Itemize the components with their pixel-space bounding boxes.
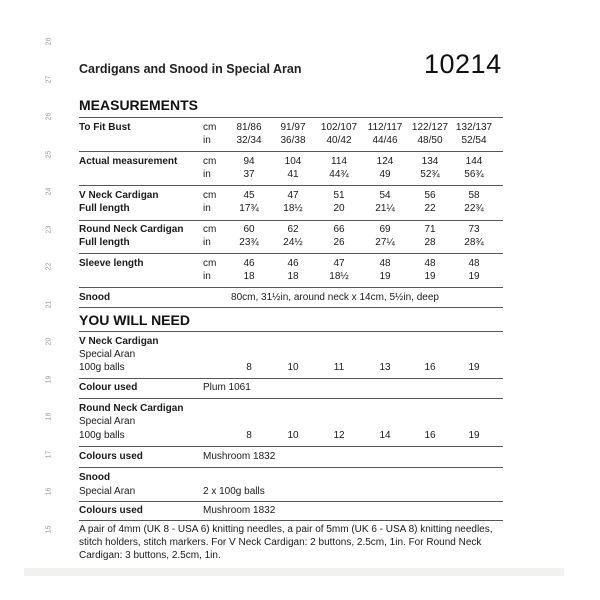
- roundneck-colour-value: Mushroom 1832: [203, 451, 276, 462]
- table-cell: 41: [287, 169, 299, 180]
- table-cell: 20: [333, 203, 345, 214]
- table-cell: 28¾: [464, 237, 484, 248]
- sleeve-length-label: Sleeve length: [79, 258, 144, 269]
- table-cell: 66: [333, 224, 345, 235]
- table-cell: 44¾: [329, 169, 349, 180]
- unit-cm: cm: [203, 258, 217, 269]
- actual-measurement-label: Actual measurement: [79, 156, 178, 167]
- table-cell: 56¾: [464, 169, 484, 180]
- ruler-mark: 19: [45, 375, 53, 383]
- table-cell: 32/34: [236, 135, 262, 146]
- vneck-yarn-type: Special Aran: [79, 349, 136, 360]
- snood-colour-label: Colours used: [79, 505, 143, 516]
- ruler-mark: 18: [45, 412, 53, 421]
- divider: [79, 520, 503, 521]
- table-cell: 132/137: [455, 122, 493, 133]
- table-cell: 19: [468, 271, 480, 282]
- divider: [79, 501, 503, 502]
- roundneck-colour-label: Colours used: [79, 451, 143, 462]
- table-cell: 112/117: [367, 122, 403, 133]
- unit-in: in: [203, 271, 211, 282]
- table-cell: 18: [243, 271, 255, 282]
- table-cell: 134: [421, 156, 439, 167]
- ruler-mark: 23: [45, 225, 53, 233]
- scan-bottom-strip: [24, 568, 564, 576]
- roundneck-length-label: Round Neck Cardigan: [79, 224, 184, 235]
- to-fit-bust-label: To Fit Bust: [79, 122, 131, 133]
- table-cell: 16: [424, 362, 436, 373]
- table-cell: 22¾: [464, 203, 484, 214]
- pattern-number: 10214: [424, 49, 502, 79]
- table-cell: 27¼: [375, 237, 395, 248]
- table-cell: 45: [243, 190, 255, 201]
- table-cell: 94: [243, 156, 255, 167]
- table-cell: 52/54: [461, 135, 487, 146]
- vneck-length-label: V Neck Cardigan: [79, 190, 159, 201]
- table-cell: 23¾: [239, 237, 259, 248]
- vneck-balls-label: 100g balls: [79, 362, 125, 373]
- ruler-mark: 21: [45, 300, 53, 308]
- table-cell: 58: [468, 190, 480, 201]
- measurements-heading: MEASUREMENTS: [79, 97, 199, 113]
- snood-balls-value: 2 x 100g balls: [203, 486, 265, 497]
- snood-yarn-type: Special Aran: [79, 486, 136, 497]
- divider: [79, 287, 503, 288]
- full-length-label: Full length: [79, 237, 130, 248]
- table-cell: 8: [246, 430, 252, 441]
- unit-cm: cm: [203, 122, 217, 133]
- table-cell: 71: [424, 224, 436, 235]
- table-cell: 16: [424, 430, 436, 441]
- roundneck-yarn-title: Round Neck Cardigan: [79, 403, 184, 414]
- snood-measurement-value: 80cm, 31½in, around neck x 14cm, 5½in, deep: [231, 292, 439, 303]
- table-cell: 28: [424, 237, 436, 248]
- divider: [79, 117, 503, 118]
- table-cell: 91/97: [280, 122, 306, 133]
- full-length-label: Full length: [79, 203, 130, 214]
- vneck-colour-value: Plum 1061: [203, 382, 251, 393]
- table-cell: 26: [333, 237, 345, 248]
- roundneck-yarn-type: Special Aran: [79, 416, 136, 427]
- unit-cm: cm: [203, 156, 217, 167]
- divider: [79, 467, 503, 468]
- ruler-mark: 24: [45, 187, 53, 196]
- divider: [79, 398, 503, 399]
- table-cell: 11: [333, 362, 345, 373]
- divider: [79, 185, 503, 186]
- ruler-mark: 25: [45, 150, 53, 158]
- table-cell: 19: [468, 430, 480, 441]
- table-cell: 18½: [329, 271, 349, 282]
- table-cell: 81/86: [236, 122, 262, 133]
- ruler-mark: 26: [45, 112, 53, 121]
- table-cell: 8: [246, 362, 252, 373]
- table-cell: 124: [376, 156, 394, 167]
- scan-ruler: [38, 30, 60, 575]
- snood-colour-value: Mushroom 1832: [203, 505, 276, 516]
- ruler-mark: 22: [45, 262, 53, 271]
- ruler-mark: 27: [45, 75, 53, 83]
- table-cell: 10: [287, 362, 299, 373]
- table-cell: 48: [379, 258, 391, 269]
- divider: [79, 331, 503, 332]
- table-cell: 102/107: [320, 122, 358, 133]
- ruler-mark: 17: [45, 450, 53, 458]
- table-cell: 37: [243, 169, 255, 180]
- table-cell: 46: [243, 258, 255, 269]
- vneck-yarn-title: V Neck Cardigan: [79, 336, 159, 347]
- table-cell: 49: [379, 169, 391, 180]
- table-cell: 40/42: [326, 135, 352, 146]
- table-cell: 36/38: [280, 135, 306, 146]
- table-cell: 21¼: [375, 203, 395, 214]
- vneck-colour-label: Colour used: [79, 382, 138, 393]
- you-will-need-heading: YOU WILL NEED: [79, 312, 190, 328]
- unit-in: in: [203, 237, 211, 248]
- table-cell: 51: [333, 190, 345, 201]
- ruler-mark: 28: [45, 37, 53, 46]
- page-subtitle: Cardigans and Snood in Special Aran: [79, 62, 302, 76]
- divider: [79, 151, 503, 152]
- unit-in: in: [203, 203, 211, 214]
- table-cell: 56: [424, 190, 436, 201]
- divider: [79, 307, 503, 308]
- table-cell: 60: [243, 224, 255, 235]
- table-cell: 18: [287, 271, 299, 282]
- unit-cm: cm: [203, 224, 217, 235]
- ruler-mark: 15: [45, 525, 53, 533]
- unit-cm: cm: [203, 190, 217, 201]
- table-cell: 48: [468, 258, 480, 269]
- table-cell: 114: [331, 156, 347, 167]
- snood-yarn-title: Snood: [79, 472, 111, 483]
- table-cell: 17¾: [239, 203, 259, 214]
- table-cell: 52¾: [420, 169, 440, 180]
- table-cell: 122/127: [411, 122, 449, 133]
- table-cell: 73: [468, 224, 480, 235]
- divider: [79, 220, 503, 221]
- table-cell: 104: [284, 156, 302, 167]
- roundneck-balls-label: 100g balls: [79, 430, 125, 441]
- table-cell: 69: [379, 224, 391, 235]
- table-cell: 10: [287, 430, 299, 441]
- ruler-mark: 16: [45, 487, 53, 496]
- table-cell: 44/46: [372, 135, 398, 146]
- table-cell: 18½: [283, 203, 303, 214]
- table-cell: 47: [287, 190, 299, 201]
- table-cell: 12: [333, 430, 345, 441]
- table-cell: 13: [379, 362, 391, 373]
- table-cell: 47: [333, 258, 345, 269]
- table-cell: 48/50: [417, 135, 443, 146]
- ruler-mark: 20: [45, 337, 53, 346]
- table-cell: 19: [468, 362, 480, 373]
- table-cell: 22: [424, 203, 436, 214]
- divider: [79, 378, 503, 379]
- table-cell: 62: [287, 224, 299, 235]
- unit-in: in: [203, 135, 211, 146]
- unit-in: in: [203, 169, 211, 180]
- table-cell: 48: [424, 258, 436, 269]
- snood-label: Snood: [79, 292, 111, 303]
- table-cell: 14: [379, 430, 391, 441]
- divider: [79, 253, 503, 254]
- materials-footnote: A pair of 4mm (UK 8 - USA 6) knitting needles, a pair of 5mm (UK 6 - USA 8) knitting needles, stitch holders, stitch markers. For V Neck Cardigan: 2 buttons, 2.5cm, 1in. For Round Neck Cardigan: 3 buttons, 2.5cm, 1in.: [79, 524, 493, 561]
- table-cell: 46: [287, 258, 299, 269]
- table-cell: 54: [379, 190, 391, 201]
- table-cell: 19: [379, 271, 391, 282]
- table-cell: 19: [424, 271, 436, 282]
- table-cell: 24½: [283, 237, 303, 248]
- table-cell: 144: [465, 156, 483, 167]
- divider: [79, 446, 503, 447]
